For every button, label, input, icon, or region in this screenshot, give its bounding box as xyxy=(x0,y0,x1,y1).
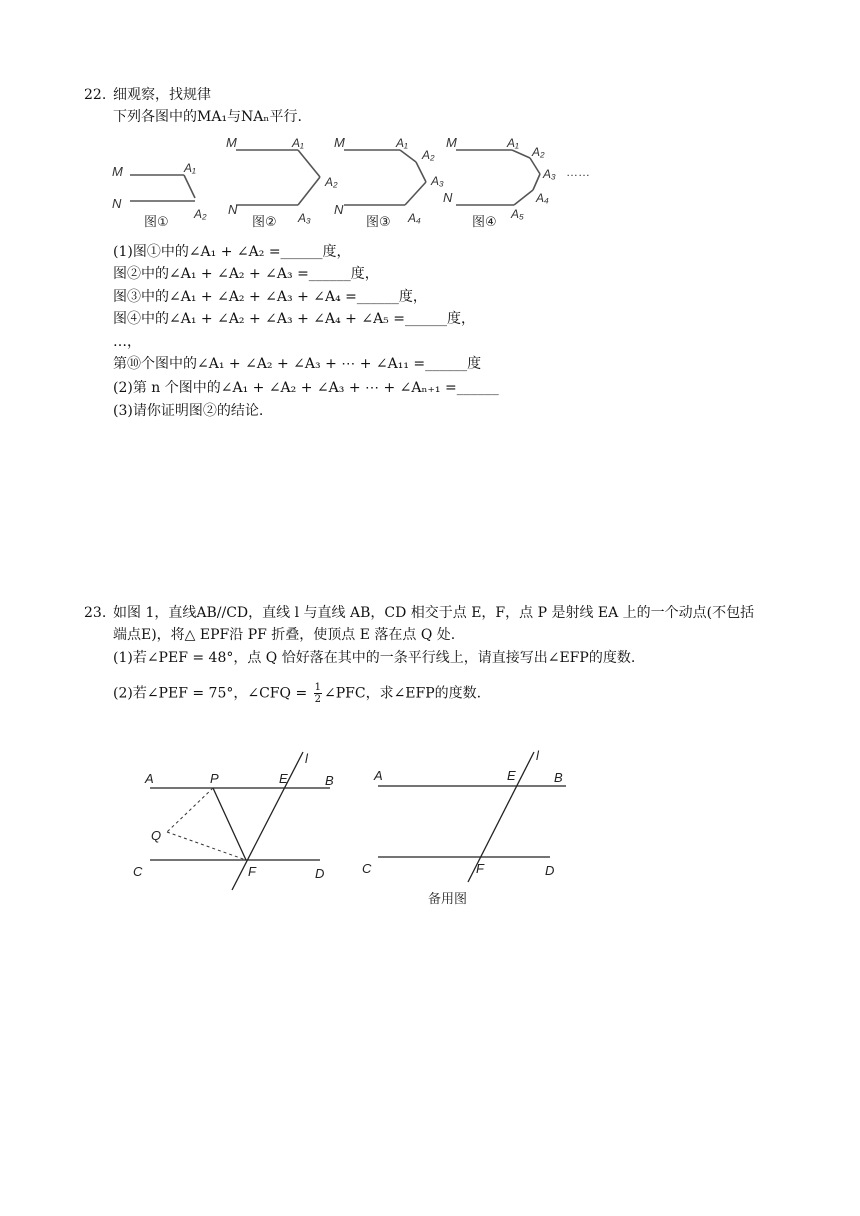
fig4-label-A1: A₁ xyxy=(507,136,519,150)
q23-line4 xyxy=(113,682,481,705)
fig3-line-A1A2 xyxy=(400,150,416,162)
fig1-label-Q: Q xyxy=(151,828,162,843)
fig4-line-A3A4 xyxy=(533,174,540,190)
fraction-numerator: 1 xyxy=(314,682,321,693)
backup-label-E: E xyxy=(507,768,516,783)
q22-line2: 图②中的∠A₁ + ∠A₂ + ∠A₃ =______度， xyxy=(113,266,379,282)
q23-line2: 端点E)，将△ EPF沿 PF 折叠，使顶点 E 落在点 Q 处. xyxy=(113,627,456,643)
fig3-label-A4: A₄ xyxy=(408,211,421,225)
fig4-line-A1A2 xyxy=(512,150,530,158)
fig4-label-A2: A₂ xyxy=(532,145,545,159)
fig1-label-A: A xyxy=(145,771,154,786)
q22-title: 细观察，找规律 xyxy=(113,87,211,103)
fig4-label-N: N xyxy=(443,190,453,205)
q22-line4: 图④中的∠A₁ + ∠A₂ + ∠A₃ + ∠A₄ + ∠A₅ =______度， xyxy=(113,311,475,327)
fig1-label-D: D xyxy=(315,866,325,881)
fig3-line-A3A4 xyxy=(405,182,426,205)
fig2-label-M: M xyxy=(226,135,237,150)
fig1-label-M: M xyxy=(112,164,123,179)
backup-label-l: l xyxy=(536,748,539,763)
fig2-label-A3: A₃ xyxy=(298,211,311,225)
fig4-label-A5: A₅ xyxy=(511,207,524,221)
fig1-label-N: N xyxy=(112,196,122,211)
q23-line4-part1: (2)若∠PEF = 75°，∠CFQ = xyxy=(113,685,312,702)
fig1-segment-PF xyxy=(213,788,246,860)
q22-number: 22. xyxy=(84,87,107,103)
fig1-dashed-QF xyxy=(167,832,246,860)
q22-line3: 图③中的∠A₁ + ∠A₂ + ∠A₃ + ∠A₄ =______度， xyxy=(113,289,427,305)
fig4-caption: 图④ xyxy=(472,214,497,229)
fig1-label-A1: A₁ xyxy=(184,161,196,175)
fig1-line-l xyxy=(232,752,303,890)
q22-line7: (2)第 n 个图中的∠A₁ + ∠A₂ + ∠A₃ + ⋯ + ∠Aₙ₊₁ =______ xyxy=(113,380,499,396)
fig4-label-M: M xyxy=(446,135,457,150)
q23-line4-part2: ∠PFC，求∠EFP的度数. xyxy=(324,685,482,702)
fig4-line-A4A5 xyxy=(514,190,533,205)
backup-label-C: C xyxy=(362,861,372,876)
fig-continue-dots: …… xyxy=(566,165,590,179)
fig1-label-B: B xyxy=(325,773,334,788)
fig2-caption: 图② xyxy=(252,214,277,229)
fig3-label-A1: A₁ xyxy=(396,136,408,150)
q22-line6: 第⑩个图中的∠A₁ + ∠A₂ + ∠A₃ + ⋯ + ∠A₁₁ =______度 xyxy=(113,356,482,372)
fig3-label-N: N xyxy=(334,202,344,217)
fig1-label-A2: A₂ xyxy=(194,207,207,221)
backup-label-A: A xyxy=(374,768,383,783)
q22-line1: (1)图①中的∠A₁ + ∠A₂ =______度， xyxy=(113,244,351,260)
fig3-label-M: M xyxy=(334,135,345,150)
q23-line1: 如图 1，直线AB//CD，直线 l 与直线 AB，CD 相交于点 E，F，点 P 是射线 EA 上的一个动点(不包括 xyxy=(113,605,755,621)
fig3-label-A2: A₂ xyxy=(422,148,435,162)
fig2-line-A1A2 xyxy=(298,150,320,177)
fig3-label-A3: A₃ xyxy=(431,174,444,188)
fraction-one-half xyxy=(314,682,322,705)
fraction-denominator: 2 xyxy=(314,694,321,705)
fig3-line-A2A3 xyxy=(416,162,426,182)
fig1-label-E: E xyxy=(279,771,288,786)
q23-line3: (1)若∠PEF = 48°，点 Q 恰好落在其中的一条平行线上，请直接写出∠EFP的度数. xyxy=(113,650,636,666)
fig2-line-A2A3 xyxy=(298,177,320,205)
backup-label-B: B xyxy=(554,770,563,785)
fig1-label-F: F xyxy=(248,864,256,879)
fig1-label-C: C xyxy=(133,864,143,879)
fig1-label-P: P xyxy=(210,771,219,786)
q22-figures xyxy=(100,128,620,233)
fig4-label-A3: A₃ xyxy=(543,167,556,181)
q23-number: 23. xyxy=(84,605,107,621)
q22-intro: 下列各图中的MA₁与NAₙ平行. xyxy=(113,109,302,125)
q22-line8: (3)请你证明图②的结论. xyxy=(113,403,264,419)
backup-label-D: D xyxy=(545,863,555,878)
fig1-dashed-PQ xyxy=(167,788,213,832)
fig1-label-l: l xyxy=(305,751,308,766)
fig2-label-A2: A₂ xyxy=(325,175,338,189)
fig2-label-A1: A₁ xyxy=(292,136,304,150)
fig2-label-N: N xyxy=(228,202,238,217)
q22-line5: …， xyxy=(113,334,141,350)
fig1-caption: 图① xyxy=(144,214,169,229)
backup-caption: 备用图 xyxy=(428,891,468,906)
fig4-label-A4: A₄ xyxy=(536,191,549,205)
q23-figures xyxy=(120,740,580,915)
fig3-caption: 图③ xyxy=(366,214,391,229)
backup-label-F: F xyxy=(476,861,484,876)
fig4-line-A2A3 xyxy=(530,158,540,174)
fig1-line-A1A2 xyxy=(184,175,195,198)
